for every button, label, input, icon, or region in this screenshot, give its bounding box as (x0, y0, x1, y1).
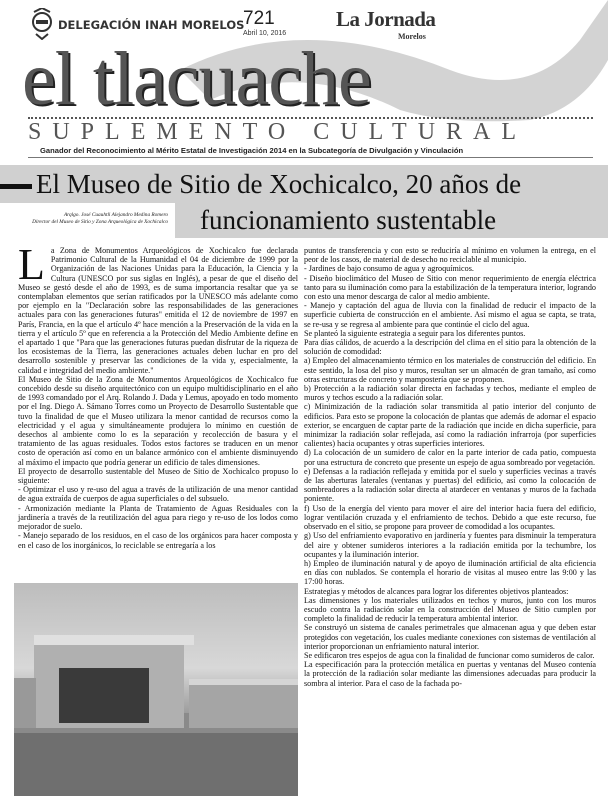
author-name: Arqlgo. José Cuauhtli Alejandro Medina Romero (63, 212, 168, 218)
article-title-line2: funcionamiento sustentable (200, 205, 497, 235)
award-line: Ganador del Reconocimiento al Mérito Estatal de Investigación 2014 en la Subcategoría de Divulgación y Vinculación (40, 146, 464, 155)
paragraph: g) Uso del enfriamiento evaporativo en jardinería y fuentes para disminuir la temperatura del aire y obtener sumideros interiores a la radiación emitida por la techumbre, los ocupantes y la iluminación interior. (304, 531, 596, 559)
divider (28, 157, 593, 158)
issue-date: Abril 10, 2016 (243, 30, 287, 37)
paragraph: - Manejo y captación del agua de lluvia con la finalidad de reducir el impacto de la superficie cubierta de construcción en el ambiente. Así mismo el agua se capta, se trata, se re-usa y se regresa al ambiente para que continúe el ciclo del agua. (304, 301, 596, 329)
paragraph: h) Empleo de iluminación natural y de apoyo de iluminación artificial de alta eficiencia en días con nublados. Se contempla el horario de visitas al museo entre las 9:00 y las 17:00 horas. (304, 558, 596, 587)
paragraph: Se construyó un sistema de canales perimetrales que almacenan agua y que deben estar protegidos con vegetación, los cuales mediante conexiones con sistemas de ventilación al interior proporcionan un enfriamiento natural interior. (304, 623, 596, 651)
inah-logo-icon (30, 8, 54, 40)
article-column-2 (304, 246, 596, 688)
author-role: Director del Museo de Sitio y Zona Arqueológica de Xochicalco (32, 218, 168, 225)
paragraph: puntos de transferencia y con esto se reduciría al mínimo en volumen la entrega, en el peor de los casos, de material de desecho no reciclable al municipio. (304, 246, 596, 265)
paragraph: f) Uso de la energía del viento para mover el aire del interior hacia fuera del edificio, lograr ventilación cruzada y el enfriamiento de techos. Debido a que este recurso, fue observado en el sitio, se propone para proveer de comodidad a los ocupantes. (304, 503, 596, 532)
paragraph: - Armonización mediante la Planta de Tratamiento de Aguas Residuales con la jardinería a través de la reutilización del agua para riego y re-uso de los lodos como mejorador de suelo. (18, 503, 298, 532)
paragraph: c) Minimización de la radiación solar transmitida al patio interior del conjunto de edificios. Para esto se propone la colocación de plantas que además de adornar el espacio exterior, se encarguen de captar parte de la radiación que incide en dicha superficie, para minimizar la radiación solar reflejada, así como la radiación infrarroja (por superficies calientes) hacia ocupantes y otras superficies interiores. (304, 402, 596, 449)
paragraph: El proyecto de desarrollo sustentable del Museo de Sitio de Xochicalco propuso lo siguiente: (18, 466, 298, 486)
paragraph: a) Empleo del almacenamiento térmico en los materiales de construcción del edificio. En este sentido, la losa del piso y muros, resultan ser un almacén de gran tamaño, así como otras estructuras de concreto y mampostería que se proponen. (304, 356, 596, 384)
paragraph: - Optimizar el uso y re-uso del agua a través de la utilización de una menor cantidad de agua extraída de cuerpos de agua superficiales o del subsuelo. (18, 485, 298, 504)
paragraph: b) Protección a la radiación solar directa en fachadas y techos, mediante el empleo de muros y techos escudo a la radiación solar. (304, 384, 596, 403)
paragraph: d) La colocación de un sumidero de calor en la parte interior de cada patio, compuesta por una estructura de concreto que presente un espejo de agua sombreado por vegetación. (304, 448, 596, 467)
paragraph: Estrategias y métodos de alcances para lograr los diferentes objetivos planteados: (304, 586, 569, 596)
museum-photo (14, 583, 298, 796)
paragraph: Se planteó la siguiente estrategia a seguir para los diferentes puntos. (304, 328, 526, 338)
masthead (0, 0, 608, 160)
article-title: El Museo de Sitio de Xochicalco, 20 años de (36, 169, 522, 199)
paragraph: a Zona de Monumentos Arqueológicos de Xochicalco fue declarada Patrimonio Cultural de la Humanidad el 04 de diciembre de 1999 por la Organización de las Naciones Unidas para la Educación, la Ciencia y la Cultura (UNESCO por sus siglas en Inglés), a pesar de que el diseño del Museo se gestó desde el año de 1993, es de suma importancia resaltar que ya se contemplaban elementos que serían ratificados por la UNESCO más adelante como por ejemplo en la "Declaración sobre las responsabilidades de las generaciones actuales para con las generaciones futuras" emitida el 12 de noviembre de 1997 en París, Francia, en la que el artículo 4º hace mención a la Preservación de la vida en la tierra y el artículo 5º que en referencia a la Protección del Medio Ambiente define en el apartado 1 que "Para que las generaciones futuras puedan disfrutar de la riqueza de los ecosistemas de la Tierra, las generaciones actuales deben luchar en pro del desarrollo sostenible y preservar las condiciones de la vida y, especialmente, la calidad e integridad del medio ambiente." (18, 246, 298, 375)
byline (10, 212, 168, 225)
publication-title: el tlacuache (22, 37, 371, 121)
paragraph: Para días cálidos, de acuerdo a la descripción del clima en el sitio para la obtención de la solución de comodidad: (304, 338, 596, 357)
paragraph: Se edificaron tres espejos de agua con la finalidad de funcionar como sumideros de calor. (304, 650, 595, 660)
drop-cap: L (18, 240, 45, 289)
partner-sub: Morelos (398, 32, 426, 41)
paragraph: Las dimensiones y los materiales utilizados en techos y muros, junto con los muros escudo contra la radiación solar en la construcción del Museo de Sitio cumplen por completo la finalidad de reducir la temperatura ambiental interior. (304, 595, 596, 624)
museum-building-image (14, 583, 298, 796)
article-column-1 (18, 240, 298, 550)
paragraph: El Museo de Sitio de la Zona de Monumentos Arqueológicos de Xochicalco fue concebido desde su diseño arquitectónico con un equipo multidisciplinario en el año de 1993 comandado por el Arq. Rolando J. Dada y Lemus, apoyado en todo momento por el Ing. Diego A. Sámano Torres como un Proyecto de Desarrollo Sustentable que tuvo la finalidad de que el Museo utilizara la menor cantidad de recursos como la electricidad y el agua y simultáneamente produjera lo mínimo en cuestión de desechos al ambiente como lo es la separación y recolección de basura y el tratamiento de las aguas residuales. Todos estos factores se traducen en un menor costo de operación así como en un balance armónico con el ambiente disminuyendo al máximo el impacto que podría generar un edificio de tales dimensiones. (18, 374, 298, 467)
paragraph: - Manejo separado de los residuos, en el caso de los orgánicos para hacer composta y en el caso de los inorgánicos, lo reciclable se entregaría a los (18, 531, 298, 550)
title-bar (0, 184, 32, 189)
publication-subtitle: SUPLEMENTO CULTURAL (28, 119, 528, 145)
paragraph: La especificación para la protección metálica en puertas y ventanas del Museo contenía la protección de la radiación solar mediante las dimensiones adecuadas para producir la sombra al interior. Para el caso de la fachada po- (304, 660, 596, 688)
paragraph: - Jardines de bajo consumo de agua y agroquímicos. (304, 264, 474, 274)
publisher-name: DELEGACIÓN INAH MORELOS (58, 18, 245, 32)
partner-logo: La Jornada (336, 7, 436, 31)
paragraph: e) Defensas a la radiación reflejada y emitida por el suelo y superficies vecinas a través de las aberturas laterales (ventanas y puertas) del edificio, así como la colocación de sombreadores a la radiación solar directa al atardecer en ventanas y muros de la fachada poniente. (304, 466, 596, 504)
issue-number: 721 (243, 8, 275, 29)
paragraph: - Diseño bioclimático del Museo de Sitio con menor requerimiento de energía eléctrica tanto para su iluminación como para la estabilización de la temperatura interior, logrando con esto una menor descarga de calor al medio ambiente. (304, 273, 596, 302)
